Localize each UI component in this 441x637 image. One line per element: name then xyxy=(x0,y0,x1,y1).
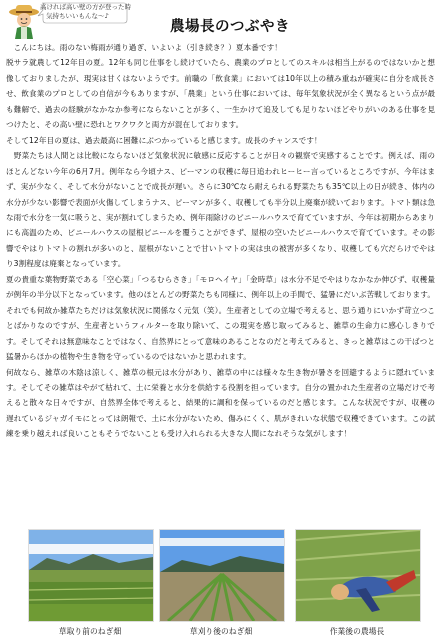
paragraph-6: 何故なら、雑草の木陰は涼しく、雑草の根元は水分があり、雑草の中には様々な生き物が暑さを回避するように隠れています。そしてその雑草はやがて枯れて、土に栄養と水分を供給する役割を担っています。自分の置かれた生産者の立場だけで考えると散々な日々ですが、自然界全体で考えると、結果的に調和を保っているのだと感じます。こんな状況ですが、収穫の遅れているジャガイモにとっては朗報で、土に水分がないため、傷みにくく、肌がきれいな状態で収穫できています。この試練を乗り越えれば良いこともそうでないことも受け入れられる大きな人間になれそうな気がします！ xyxy=(6,367,435,439)
article-body xyxy=(6,40,435,442)
paragraph-3: そして12年目の夏は、過去最高に困難にぶつかっていると感じます。成長のチャンスです！ xyxy=(6,135,322,145)
bubble-text-line-1: 高ければ高い壁の方が登った時 xyxy=(40,3,131,11)
photo-before-weeding xyxy=(28,529,154,622)
photo-strip xyxy=(0,529,441,637)
paragraph-4: 野菜たちは人間とは比較にならないほど気象状況に敏感に反応することが日々の観察で実感することです。例えば、雨のほとんどない今年の6月7月。例年なら今頃ナス、ピーマンの収穫に毎日追われヒーヒー言っているところですが、今年はまず、実が少なく、そして水分がないことで成長が遅い。さらに30℃なら耐えられる野菜たちも35℃以上の日が続き、体内の水分が少ない影響で表面が火傷してしまうナス、ピーマンが多く、収穫しても半分以上廃棄が続いております。トマト類は急な雨で水分を一気に吸うと、実が割れてしまうため、例年雨除けのビニールハウスで育てていますが、今年は初期からあまりにも高温のため、ビニールハウスの屋根ビニールを覆うことができず、屋根の空いたビニールハウスで育てています。その影響でやはりトマトの割れが多いのと、屋根がないことで甘いトマトの実は虫の被害が多くなり、収穫しても穴だらけでやはり3割程度は廃棄となっています。 xyxy=(6,151,435,269)
photo-caption-1: 草取り前のねぎ畑 xyxy=(58,627,122,636)
photo-after-weeding xyxy=(159,529,285,622)
paragraph-5: 夏の貴重な葉物野菜である「空心菜」「つるむらさき」「モロヘイヤ」「金時草」は水分不足でやはりなかなか伸びず、収穫量が例年の半分以下となっています。他のほとんどの野菜たちも同様に、例年以上の手間で、猛暑にだいぶ苦戦しております。それでも何故か雑草たちだけは気象状況に関係なく元気（笑）。生産者としての立場で考えると、思う通りにいかず苛立つことばかりなのですが、生産者というフィルターを取り除いて、この現実を感じ取ってみると、雑草の生命力に感心しきりです。そしてそれは無意味なことではなく、自然界にとって意味のあることなのだと考えてみると、きっと雑草はこの干ばつと猛暑からほかの植物や生き物を守っているのではないかと思われます。 xyxy=(6,274,435,362)
page-title: 農場長のつぶやき xyxy=(170,19,290,35)
photo-caption-3: 作業後の農場長 xyxy=(329,627,385,636)
paragraph-2: 脱サラ就農して12年目の夏。12年も同じ仕事をし続けていたら、農業のプロとしてのスキルは相当上がるのではないかと想像しておりましたが、現実は甘くはないようです。前職の「飲食業」においては10年以上の積み重ねが確実に自分を成長させ、飲食業のプロとしての自信が今もありますが、「農業」という仕事においては、毎年気象状況が全く異なるという点が最も難解で、過去の経験がなかなか参考にならないことが多く、一生かけて追及しても足りないほどやりがいのある仕事を見つけたと、その高い壁に恐れとワクワクと両方が混在しております。 xyxy=(6,58,435,130)
photo-caption-2: 草刈り後のねぎ畑 xyxy=(189,627,253,636)
bubble-text-line-2: 気持ちいいもんな～♪ xyxy=(46,12,109,20)
speech-bubble xyxy=(40,3,131,21)
photo-farm-manager-after-work xyxy=(295,529,421,622)
header xyxy=(0,0,441,42)
paragraph-1: こんにちは。雨のない梅雨が通り過ぎ、いよいよ（引き続き？）夏本番です！ xyxy=(6,43,282,52)
